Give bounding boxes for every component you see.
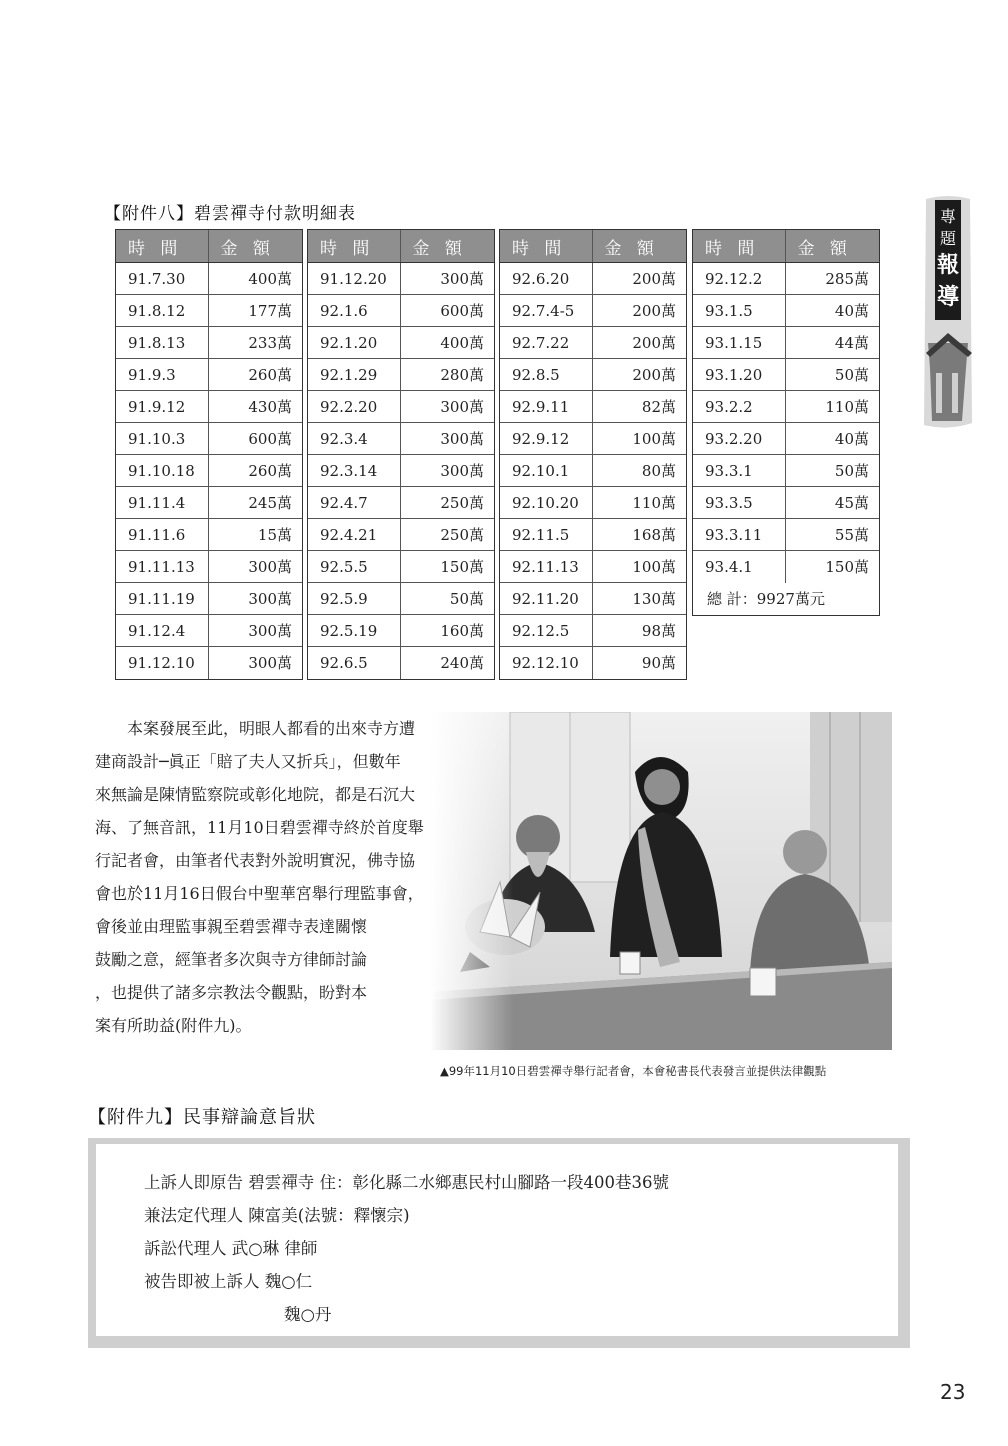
payment-amount: 300萬 <box>248 654 292 673</box>
payment-amount: 250萬 <box>400 519 494 551</box>
table-row <box>693 359 879 391</box>
payment-date: 93.3.11 <box>693 519 785 551</box>
payment-table <box>308 230 494 679</box>
table-row <box>500 551 686 583</box>
table-row <box>500 295 686 327</box>
header-amount: 金 額 <box>592 230 686 263</box>
side-tab-label <box>935 200 961 320</box>
payment-date: 92.3.4 <box>308 423 400 455</box>
payment-date: 91.9.12 <box>116 391 208 423</box>
table-row <box>308 647 494 679</box>
side-char: 報 <box>936 253 959 278</box>
payment-amount: 55萬 <box>785 519 879 551</box>
payment-date: 92.6.20 <box>500 263 592 295</box>
payment-date: 92.10.20 <box>500 487 592 519</box>
table-row <box>116 391 302 423</box>
payment-amount: 300萬 <box>400 455 494 487</box>
table-row <box>500 327 686 359</box>
table-row <box>500 423 686 455</box>
payment-date: 91.12.20 <box>308 263 400 295</box>
payment-amount: 177萬 <box>208 295 302 327</box>
table-row <box>116 327 302 359</box>
total-amount: 總 計：9927萬元 <box>707 590 825 608</box>
payment-date: 92.6.5 <box>308 647 400 679</box>
table-row <box>693 519 879 551</box>
table-row <box>693 551 879 583</box>
payment-amount: 98萬 <box>592 615 686 647</box>
payment-date: 93.2.20 <box>693 423 785 455</box>
payment-date: 93.3.1 <box>693 455 785 487</box>
payment-amount: 300萬 <box>208 615 302 647</box>
payment-amount: 150萬 <box>825 558 869 577</box>
header-amount: 金 額 <box>785 230 879 263</box>
payment-amount: 200萬 <box>592 295 686 327</box>
payment-date: 92.4.21 <box>308 519 400 551</box>
payment-amount: 44萬 <box>785 327 879 359</box>
table-row <box>116 295 302 327</box>
table-row <box>500 519 686 551</box>
table-row <box>500 455 686 487</box>
table-row <box>693 327 879 359</box>
payment-amount: 285萬 <box>785 263 879 295</box>
payment-amount: 100萬 <box>592 551 686 583</box>
table-row <box>308 519 494 551</box>
payment-amount: 300萬 <box>400 263 494 295</box>
paragraph-line: 建商設計─眞正「賠了夫人又折兵」，但數年 <box>95 752 401 771</box>
payment-date: 92.11.20 <box>500 583 592 615</box>
payment-amount: 100萬 <box>592 423 686 455</box>
paragraph-line: 來無論是陳情監察院或彰化地院，都是石沉大 <box>95 785 416 804</box>
payment-date: 92.12.5 <box>500 615 592 647</box>
payment-date: 91.8.12 <box>116 295 208 327</box>
payment-date: 92.9.11 <box>500 391 592 423</box>
table-row <box>308 583 494 615</box>
table-row <box>308 327 494 359</box>
payment-date: 92.2.20 <box>308 391 400 423</box>
payment-amount: 110萬 <box>592 487 686 519</box>
table-row <box>500 583 686 615</box>
payment-amount: 50萬 <box>400 583 494 615</box>
pleading-line: 被告即被上訴人 魏○仁 <box>144 1272 313 1291</box>
payment-amount: 260萬 <box>208 359 302 391</box>
header-date: 時 間 <box>500 230 592 263</box>
payment-amount: 600萬 <box>208 423 302 455</box>
payment-date: 91.11.19 <box>116 583 208 615</box>
payment-amount: 280萬 <box>400 359 494 391</box>
payment-date: 91.8.13 <box>116 327 208 359</box>
payment-table <box>500 230 686 679</box>
payment-amount: 80萬 <box>592 455 686 487</box>
payment-date: 92.3.14 <box>308 455 400 487</box>
attachment8-heading: 【附件八】碧雲禪寺付款明細表 <box>104 204 356 224</box>
table-row <box>693 295 879 327</box>
table-row <box>693 263 879 295</box>
paragraph-line: 會也於11月16日假台中聖華宮舉行理監事會， <box>95 884 424 903</box>
payment-amount: 400萬 <box>208 263 302 295</box>
table-row <box>500 263 686 295</box>
header-amount: 金 額 <box>208 230 302 263</box>
payment-amount: 130萬 <box>592 583 686 615</box>
payment-table-1 <box>115 229 303 680</box>
paragraph-line: 鼓勵之意，經筆者多次與寺方律師討論 <box>95 950 368 969</box>
body-paragraph <box>95 712 475 1042</box>
payment-table <box>693 230 879 615</box>
payment-date: 93.1.5 <box>693 295 785 327</box>
payment-date: 92.5.9 <box>308 583 400 615</box>
payment-table <box>116 230 302 679</box>
table-row <box>308 487 494 519</box>
header-date: 時 間 <box>308 230 400 263</box>
paragraph-line: 行記者會，由筆者代表對外說明實況，佛寺協 <box>95 851 416 870</box>
payment-date: 92.10.1 <box>500 455 592 487</box>
payment-date: 92.12.2 <box>693 263 785 295</box>
table-row <box>116 519 302 551</box>
photo-caption: ▲99年11月10日碧雲禪寺舉行記者會，本會秘書長代表發言並提供法律觀點 <box>440 1064 827 1078</box>
payment-amount: 160萬 <box>400 615 494 647</box>
table-row <box>308 423 494 455</box>
payment-amount: 300萬 <box>208 551 302 583</box>
payment-amount: 233萬 <box>208 327 302 359</box>
payment-date: 91.11.13 <box>116 551 208 583</box>
payment-amount: 40萬 <box>785 295 879 327</box>
table-row <box>116 423 302 455</box>
payment-table-3 <box>499 229 687 680</box>
payment-amount: 150萬 <box>400 551 494 583</box>
payment-amount: 45萬 <box>785 487 879 519</box>
table-row <box>308 551 494 583</box>
table-row <box>500 359 686 391</box>
header-date: 時 間 <box>693 230 785 263</box>
table-row <box>500 487 686 519</box>
payment-amount: 300萬 <box>208 583 302 615</box>
attachment9-heading: 【附件九】民事辯論意旨狀 <box>88 1107 316 1128</box>
header-date: 時 間 <box>116 230 208 263</box>
table-row <box>116 487 302 519</box>
payment-amount: 600萬 <box>400 295 494 327</box>
payment-date: 92.11.5 <box>500 519 592 551</box>
payment-date: 91.9.3 <box>116 359 208 391</box>
payment-date: 92.1.6 <box>308 295 400 327</box>
paragraph-line: 會後並由理監事親至碧雲禪寺表達關懷 <box>95 917 368 936</box>
pleading-line: 兼法定代理人 陳富美(法號：釋懷宗) <box>144 1206 410 1225</box>
table-row <box>116 583 302 615</box>
payment-date: 91.10.3 <box>116 423 208 455</box>
payment-date: 92.1.20 <box>308 327 400 359</box>
payment-date: 92.5.5 <box>308 551 400 583</box>
table-row <box>308 391 494 423</box>
payment-date: 91.10.18 <box>116 455 208 487</box>
table-row <box>308 295 494 327</box>
payment-date: 93.4.1 <box>693 551 785 583</box>
payment-amount: 250萬 <box>400 487 494 519</box>
page-number: 23 <box>940 1380 966 1404</box>
payment-amount: 245萬 <box>208 487 302 519</box>
payment-date: 92.4.7 <box>308 487 400 519</box>
payment-amount: 400萬 <box>400 327 494 359</box>
table-row <box>693 423 879 455</box>
payment-amount: 50萬 <box>785 359 879 391</box>
pleading-line: 魏○丹 <box>284 1305 332 1324</box>
pleading-line: 訴訟代理人 武○琳 律師 <box>144 1239 318 1258</box>
pleading-box <box>88 1138 910 1348</box>
payment-table-2 <box>307 229 495 680</box>
payment-amount: 50萬 <box>785 455 879 487</box>
payment-table-4 <box>692 229 880 616</box>
payment-date: 92.5.19 <box>308 615 400 647</box>
payment-date: 92.11.13 <box>500 551 592 583</box>
payment-date: 93.2.2 <box>693 391 785 423</box>
table-row <box>308 615 494 647</box>
paragraph-line: 海、了無音訊，11月10日碧雲禪寺終於首度舉 <box>95 818 424 837</box>
payment-date: 93.3.5 <box>693 487 785 519</box>
payment-amount: 260萬 <box>208 455 302 487</box>
side-char: 導 <box>936 285 959 310</box>
payment-amount: 110萬 <box>785 391 879 423</box>
payment-amount: 300萬 <box>400 391 494 423</box>
payment-amount: 200萬 <box>592 263 686 295</box>
payment-amount: 40萬 <box>785 423 879 455</box>
table-row <box>308 263 494 295</box>
payment-date: 92.7.22 <box>500 327 592 359</box>
table-row <box>116 551 302 583</box>
pleading-content <box>96 1144 898 1336</box>
payment-amount: 15萬 <box>208 519 302 551</box>
payment-amount: 240萬 <box>440 654 484 673</box>
table-row <box>116 359 302 391</box>
header-amount: 金 額 <box>400 230 494 263</box>
paragraph-line: 本案發展至此，明眼人都看的出來寺方遭 <box>95 719 416 738</box>
payment-date: 93.1.15 <box>693 327 785 359</box>
payment-date: 91.11.6 <box>116 519 208 551</box>
payment-date: 92.1.29 <box>308 359 400 391</box>
table-row <box>693 455 879 487</box>
table-row <box>500 391 686 423</box>
pleading-line: 上訴人即原告 碧雲禪寺 住：彰化縣二水鄉惠民村山腳路一段400巷36號 <box>144 1173 669 1192</box>
table-row <box>116 647 302 679</box>
payment-date: 92.8.5 <box>500 359 592 391</box>
payment-date: 92.7.4-5 <box>500 295 592 327</box>
table-row <box>500 615 686 647</box>
payment-date: 92.12.10 <box>500 647 592 679</box>
side-char: 專 <box>939 207 956 226</box>
payment-amount: 200萬 <box>592 359 686 391</box>
table-row <box>116 263 302 295</box>
payment-amount: 200萬 <box>592 327 686 359</box>
table-row <box>116 615 302 647</box>
table-row <box>308 455 494 487</box>
payment-date: 91.7.30 <box>116 263 208 295</box>
payment-amount: 168萬 <box>592 519 686 551</box>
payment-date: 93.1.20 <box>693 359 785 391</box>
table-row <box>693 391 879 423</box>
table-row <box>116 455 302 487</box>
payment-date: 91.12.4 <box>116 615 208 647</box>
payment-amount: 430萬 <box>208 391 302 423</box>
press-conference-photo <box>430 712 892 1050</box>
payment-date: 91.11.4 <box>116 487 208 519</box>
payment-amount: 300萬 <box>400 423 494 455</box>
paragraph-line: 案有所助益(附件九)。 <box>95 1016 252 1035</box>
payment-date: 92.9.12 <box>500 423 592 455</box>
payment-amount: 82萬 <box>592 391 686 423</box>
table-row <box>500 647 686 679</box>
paragraph-line: ，也提供了諸多宗教法令觀點，盼對本 <box>95 983 368 1002</box>
side-char: 題 <box>939 229 956 248</box>
payment-date: 91.12.10 <box>116 647 208 679</box>
payment-amount: 90萬 <box>641 654 676 673</box>
table-row <box>308 359 494 391</box>
table-row <box>693 487 879 519</box>
